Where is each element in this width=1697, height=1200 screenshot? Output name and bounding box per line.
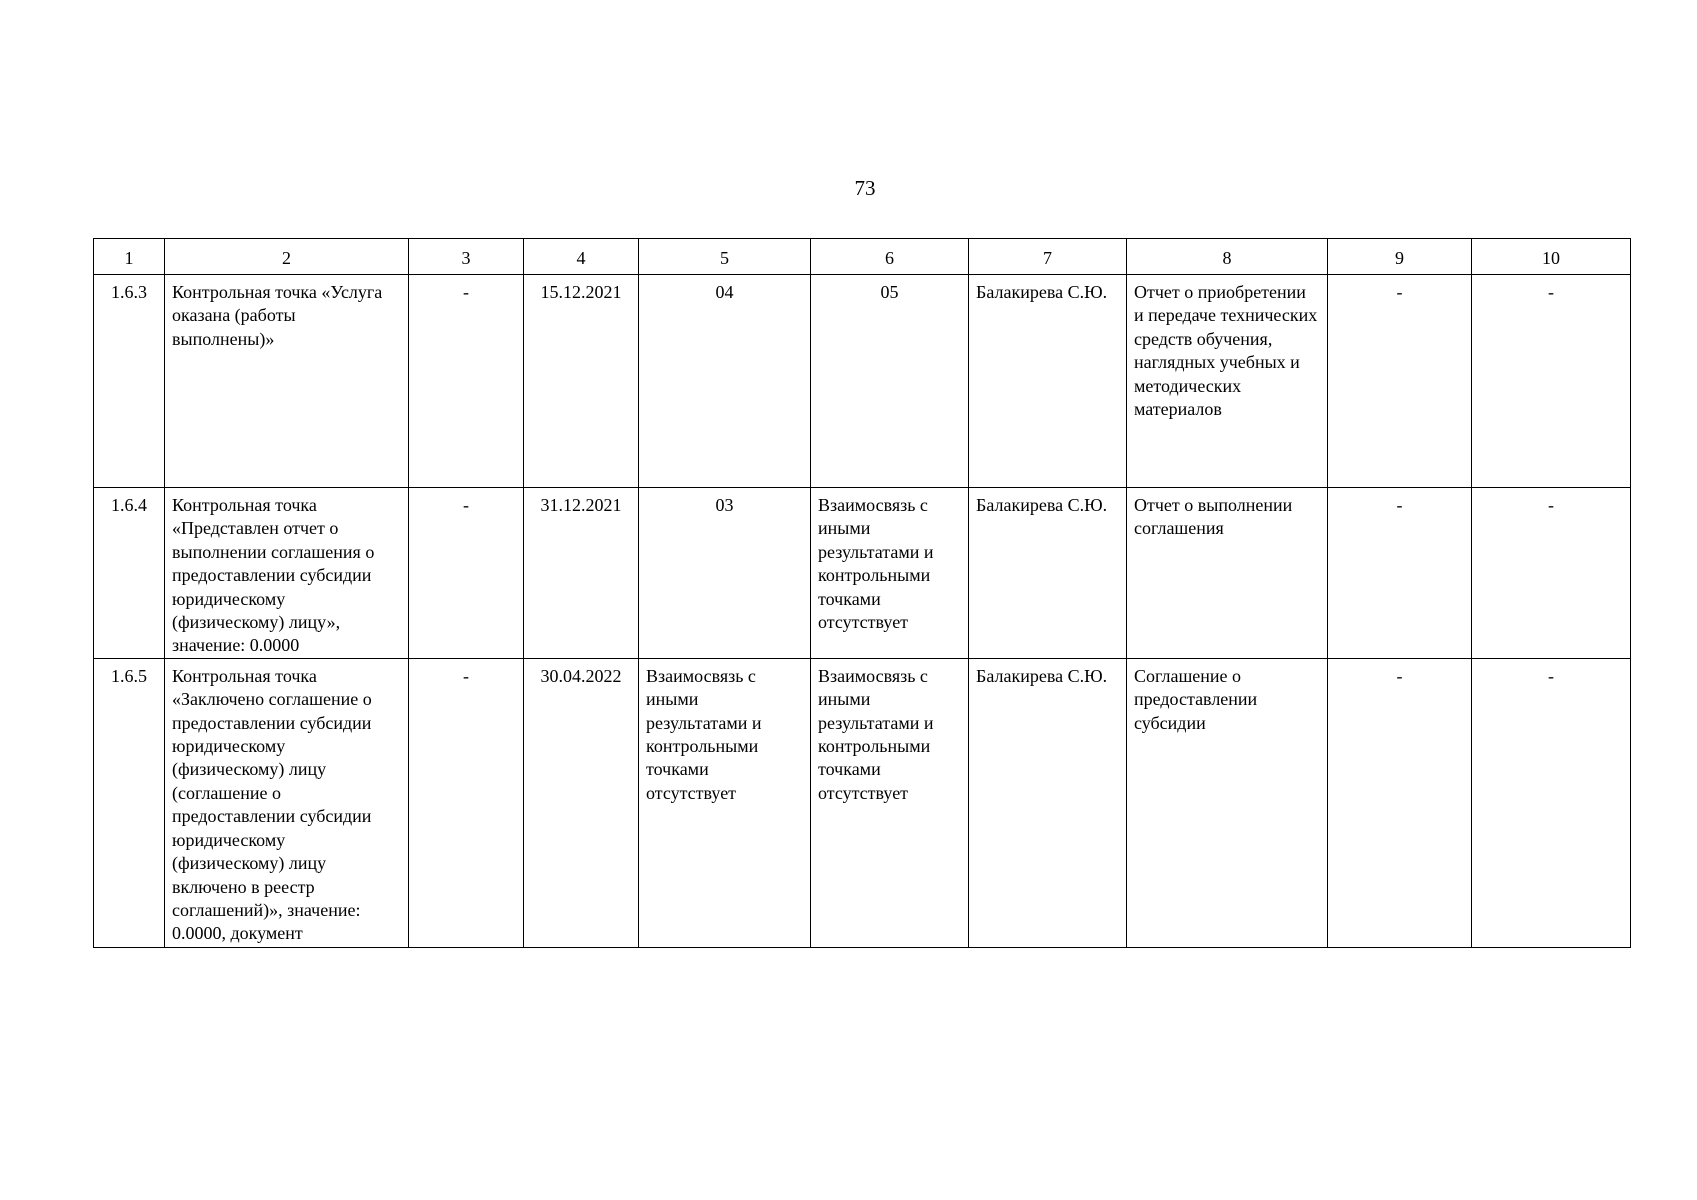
column-9-cell: -	[1328, 658, 1472, 947]
column-6-cell: 05	[811, 275, 969, 488]
column-number-cell: 6	[811, 239, 969, 275]
control-point-name-cell: Контрольная точка «Услуга оказана (работы выполнены)»	[165, 275, 409, 488]
column-number-cell: 10	[1472, 239, 1631, 275]
column-number-row	[94, 239, 1631, 275]
document-cell: Отчет о приобретении и передаче технических средств обучения, наглядных учебных и методических материалов	[1127, 275, 1328, 488]
column-number-cell: 5	[639, 239, 811, 275]
column-6-cell: Взаимосвязь с иными результатами и контрольными точками отсутствует	[811, 658, 969, 947]
document-cell: Соглашение о предоставлении субсидии	[1127, 658, 1328, 947]
column-number-cell: 7	[969, 239, 1127, 275]
column-10-cell: -	[1472, 488, 1631, 659]
responsible-cell: Балакирева С.Ю.	[969, 275, 1127, 488]
date-cell: 30.04.2022	[524, 658, 639, 947]
responsible-cell: Балакирева С.Ю.	[969, 488, 1127, 659]
row-number-cell: 1.6.4	[94, 488, 165, 659]
column-5-cell: 04	[639, 275, 811, 488]
row-number-cell: 1.6.5	[94, 658, 165, 947]
column-10-cell: -	[1472, 275, 1631, 488]
table-row	[94, 275, 1631, 488]
column-number-cell: 2	[165, 239, 409, 275]
column-number-cell: 4	[524, 239, 639, 275]
page-number: 73	[854, 176, 876, 200]
column-5-cell: Взаимосвязь с иными результатами и контрольными точками отсутствует	[639, 658, 811, 947]
control-points-table	[93, 238, 1631, 948]
row-number-cell: 1.6.3	[94, 275, 165, 488]
date-cell: 15.12.2021	[524, 275, 639, 488]
column-number-cell: 1	[94, 239, 165, 275]
table-row	[94, 658, 1631, 947]
column-number-cell: 9	[1328, 239, 1472, 275]
column-number-cell: 8	[1127, 239, 1328, 275]
control-point-name-cell: Контрольная точка «Представлен отчет о выполнении соглашения о предоставлении субсидии юридическому (физическому) лицу», значение: 0.0000	[165, 488, 409, 659]
column-9-cell: -	[1328, 275, 1472, 488]
column-9-cell: -	[1328, 488, 1472, 659]
column-3-cell: -	[409, 658, 524, 947]
column-number-cell: 3	[409, 239, 524, 275]
column-3-cell: -	[409, 488, 524, 659]
responsible-cell: Балакирева С.Ю.	[969, 658, 1127, 947]
control-point-name-cell: Контрольная точка «Заключено соглашение о предоставлении субсидии юридическому (физическому) лицу (соглашение о предоставлении субсидии юридическому (физическому) лицу включено в реестр соглашений)», значение: 0.0000, документ	[165, 658, 409, 947]
column-3-cell: -	[409, 275, 524, 488]
column-6-cell: Взаимосвязь с иными результатами и контрольными точками отсутствует	[811, 488, 969, 659]
column-5-cell: 03	[639, 488, 811, 659]
table-row	[94, 488, 1631, 659]
date-cell: 31.12.2021	[524, 488, 639, 659]
document-cell: Отчет о выполнении соглашения	[1127, 488, 1328, 659]
column-10-cell: -	[1472, 658, 1631, 947]
